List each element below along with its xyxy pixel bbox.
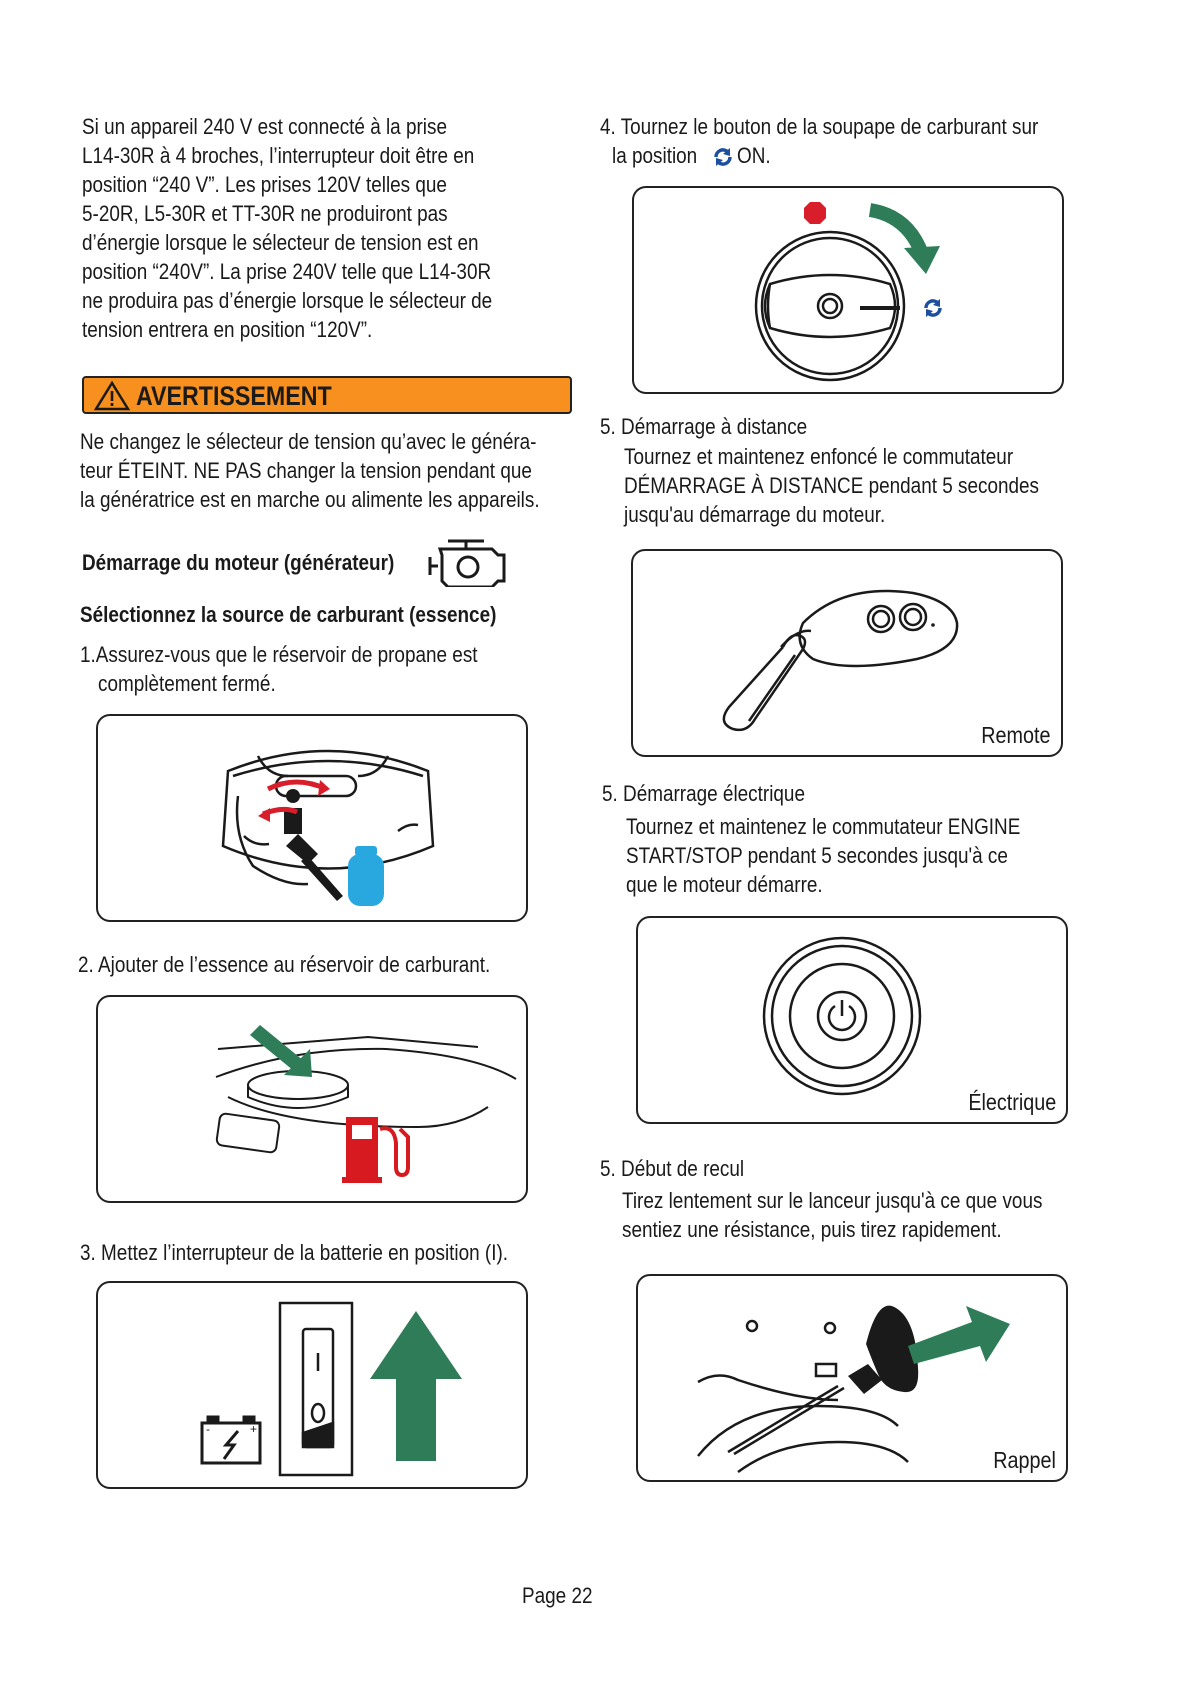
warning-line: teur ÉTEINT. NE PAS changer la tension pendant que	[80, 458, 532, 483]
recoil-start-line: sentiez une résistance, puis tirez rapidement.	[622, 1217, 1002, 1242]
warning-line: la génératrice est en marche ou alimente les appareils.	[80, 487, 540, 512]
intro-line: 5-20R, L5-30R et TT-30R ne produiront pas	[82, 201, 448, 226]
intro-line: d’énergie lorsque le sélecteur de tension est en	[82, 230, 479, 255]
arrow-pull-icon	[908, 1306, 1010, 1364]
electric-start-figure	[636, 916, 1068, 1124]
step4-line: la position	[612, 143, 698, 168]
warning-title: AVERTISSEMENT	[136, 381, 332, 411]
arrow-up-icon	[370, 1311, 462, 1461]
warning-banner	[82, 376, 572, 414]
step1-line: complètement fermé.	[98, 671, 276, 696]
step2-text: 2. Ajouter de l’essence au réservoir de carburant.	[78, 952, 491, 977]
step1-line: 1.Assurez-vous que le réservoir de propane est	[80, 642, 478, 667]
gas-tank-figure	[96, 995, 528, 1203]
remote-figure	[631, 549, 1063, 757]
recoil-start-line: Tirez lentement sur le lanceur jusqu'à ce que vous	[622, 1188, 1043, 1213]
fuel-valve-knob-figure	[632, 186, 1064, 394]
intro-line: position “240V”. La prise 240V telle que L14-30R	[82, 259, 492, 284]
engine-start-heading: Démarrage du moteur (générateur)	[82, 550, 395, 575]
intro-line: L14-30R à 4 broches, l’interrupteur doit être en	[82, 143, 475, 168]
svg-text:+: +	[250, 1422, 258, 1436]
fuel-heading: Sélectionnez la source de carburant (essence)	[80, 602, 497, 627]
remote-start-title: 5. Démarrage à distance	[600, 414, 808, 439]
on-position-icon	[926, 299, 940, 317]
intro-line: tension entrera en position “120V”.	[82, 317, 373, 342]
power-button-icon	[764, 938, 920, 1094]
electric-start-line: Tournez et maintenez le commutateur ENGINE	[626, 814, 1021, 839]
intro-line: Si un appareil 240 V est connecté à la prise	[82, 114, 447, 139]
intro-line: position “240 V”. Les prises 120V telles que	[82, 172, 447, 197]
svg-text:-: -	[206, 1422, 210, 1436]
recoil-caption: Rappel	[993, 1447, 1056, 1473]
step4-on-label: ON.	[737, 143, 771, 168]
remote-start-line: jusqu'au démarrage du moteur.	[624, 502, 886, 527]
step4-line: 4. Tournez le bouton de la soupape de carburant sur	[600, 114, 1039, 139]
propane-valve-figure	[96, 714, 528, 922]
warning-line: Ne changez le sélecteur de tension qu’avec le généra-	[80, 429, 537, 454]
electric-start-line: START/STOP pendant 5 secondes jusqu'à ce	[626, 843, 1008, 868]
electric-caption: Électrique	[968, 1089, 1056, 1115]
warning-triangle-icon	[92, 379, 132, 413]
remote-start-line: DÉMARRAGE À DISTANCE pendant 5 secondes	[624, 473, 1040, 498]
battery-switch-figure	[96, 1281, 528, 1489]
engine-icon	[428, 535, 518, 587]
remote-start-line: Tournez et maintenez enfoncé le commutateur	[624, 444, 1014, 469]
intro-line: ne produira pas d’énergie lorsque le sélecteur de	[82, 288, 493, 313]
on-position-icon	[710, 144, 736, 170]
recoil-figure	[636, 1274, 1068, 1482]
electric-start-title: 5. Démarrage électrique	[602, 781, 805, 806]
remote-caption: Remote	[981, 722, 1051, 748]
page-number: Page 22	[522, 1583, 593, 1608]
step3-text: 3. Mettez l’interrupteur de la batterie en position (I).	[80, 1240, 509, 1265]
electric-start-line: que le moteur démarre.	[626, 872, 823, 897]
stop-icon	[804, 202, 826, 224]
rocker-switch-icon	[280, 1303, 352, 1475]
recoil-start-title: 5. Début de recul	[600, 1156, 745, 1181]
